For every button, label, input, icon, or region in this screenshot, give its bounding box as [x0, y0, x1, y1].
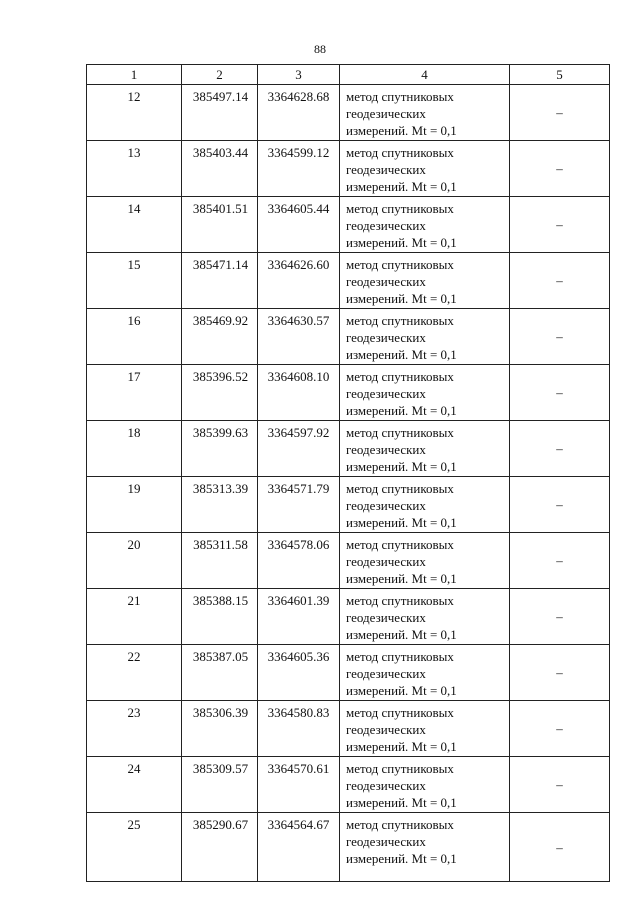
method-cell — [340, 477, 510, 533]
table-body — [87, 85, 610, 882]
x-coordinate-cell: 385306.39 — [182, 701, 258, 757]
table-row — [87, 813, 610, 882]
point-number-cell: 20 — [87, 533, 182, 589]
method-cell — [340, 589, 510, 645]
header-cell-1: 1 — [87, 65, 182, 85]
x-coordinate-cell: 385290.67 — [182, 813, 258, 882]
header-cell-5: 5 — [510, 65, 610, 85]
method-cell — [340, 309, 510, 365]
note-cell: – — [510, 141, 610, 197]
method-line: измерений. Mt = 0,1 — [346, 291, 457, 306]
method-cell — [340, 85, 510, 141]
method-line: метод спутниковых — [346, 537, 454, 552]
table-row — [87, 421, 610, 477]
point-number-cell: 24 — [87, 757, 182, 813]
x-coordinate-cell: 385401.51 — [182, 197, 258, 253]
point-number-cell: 16 — [87, 309, 182, 365]
y-coordinate-cell: 3364580.83 — [258, 701, 340, 757]
note-cell: – — [510, 85, 610, 141]
method-line: метод спутниковых — [346, 145, 454, 160]
table-row — [87, 477, 610, 533]
y-coordinate-cell: 3364578.06 — [258, 533, 340, 589]
header-cell-3: 3 — [258, 65, 340, 85]
method-line: метод спутниковых — [346, 89, 454, 104]
y-coordinate-cell: 3364564.67 — [258, 813, 340, 882]
method-cell — [340, 197, 510, 253]
table-row — [87, 757, 610, 813]
method-line: геодезических — [346, 162, 426, 177]
method-line: измерений. Mt = 0,1 — [346, 123, 457, 138]
x-coordinate-cell: 385388.15 — [182, 589, 258, 645]
coordinates-table — [86, 64, 610, 882]
header-row — [87, 65, 610, 85]
method-line: геодезических — [346, 498, 426, 513]
method-cell — [340, 253, 510, 309]
note-cell: – — [510, 253, 610, 309]
note-cell: – — [510, 421, 610, 477]
y-coordinate-cell: 3364630.57 — [258, 309, 340, 365]
method-cell — [340, 365, 510, 421]
method-line: метод спутниковых — [346, 817, 454, 832]
method-cell — [340, 701, 510, 757]
method-line: геодезических — [346, 442, 426, 457]
point-number-cell: 15 — [87, 253, 182, 309]
x-coordinate-cell: 385497.14 — [182, 85, 258, 141]
x-coordinate-cell: 385396.52 — [182, 365, 258, 421]
table-row — [87, 589, 610, 645]
note-cell: – — [510, 589, 610, 645]
note-cell: – — [510, 309, 610, 365]
y-coordinate-cell: 3364599.12 — [258, 141, 340, 197]
method-line: измерений. Mt = 0,1 — [346, 515, 457, 530]
method-line: измерений. Mt = 0,1 — [346, 571, 457, 586]
table-row — [87, 253, 610, 309]
method-line: метод спутниковых — [346, 425, 454, 440]
method-line: геодезических — [346, 106, 426, 121]
method-line: геодезических — [346, 554, 426, 569]
point-number-cell: 23 — [87, 701, 182, 757]
note-cell: – — [510, 645, 610, 701]
method-line: измерений. Mt = 0,1 — [346, 347, 457, 362]
x-coordinate-cell: 385311.58 — [182, 533, 258, 589]
point-number-cell: 18 — [87, 421, 182, 477]
point-number-cell: 13 — [87, 141, 182, 197]
method-cell — [340, 813, 510, 882]
method-cell — [340, 421, 510, 477]
point-number-cell: 17 — [87, 365, 182, 421]
method-line: геодезических — [346, 386, 426, 401]
y-coordinate-cell: 3364608.10 — [258, 365, 340, 421]
y-coordinate-cell: 3364605.44 — [258, 197, 340, 253]
table-row — [87, 533, 610, 589]
method-line: измерений. Mt = 0,1 — [346, 795, 457, 810]
method-line: измерений. Mt = 0,1 — [346, 235, 457, 250]
method-line: геодезических — [346, 274, 426, 289]
y-coordinate-cell: 3364601.39 — [258, 589, 340, 645]
method-line: метод спутниковых — [346, 369, 454, 384]
method-line: метод спутниковых — [346, 649, 454, 664]
method-line: метод спутниковых — [346, 313, 454, 328]
x-coordinate-cell: 385387.05 — [182, 645, 258, 701]
x-coordinate-cell: 385471.14 — [182, 253, 258, 309]
point-number-cell: 12 — [87, 85, 182, 141]
note-cell: – — [510, 365, 610, 421]
method-line: метод спутниковых — [346, 481, 454, 496]
note-cell: – — [510, 533, 610, 589]
note-cell: – — [510, 701, 610, 757]
header-cell-2: 2 — [182, 65, 258, 85]
method-cell — [340, 533, 510, 589]
table-row — [87, 365, 610, 421]
method-line: измерений. Mt = 0,1 — [346, 851, 457, 866]
y-coordinate-cell: 3364570.61 — [258, 757, 340, 813]
table-row — [87, 645, 610, 701]
method-line: измерений. Mt = 0,1 — [346, 683, 457, 698]
method-line: геодезических — [346, 218, 426, 233]
point-number-cell: 21 — [87, 589, 182, 645]
header-cell-4: 4 — [340, 65, 510, 85]
note-cell: – — [510, 813, 610, 882]
table-row — [87, 197, 610, 253]
method-line: метод спутниковых — [346, 705, 454, 720]
x-coordinate-cell: 385399.63 — [182, 421, 258, 477]
x-coordinate-cell: 385313.39 — [182, 477, 258, 533]
method-line: метод спутниковых — [346, 257, 454, 272]
table-row — [87, 141, 610, 197]
point-number-cell: 25 — [87, 813, 182, 882]
method-cell — [340, 757, 510, 813]
method-line: метод спутниковых — [346, 593, 454, 608]
method-line: геодезических — [346, 722, 426, 737]
method-line: геодезических — [346, 666, 426, 681]
method-cell — [340, 645, 510, 701]
table-row — [87, 309, 610, 365]
note-cell: – — [510, 477, 610, 533]
table-row — [87, 701, 610, 757]
table-row — [87, 85, 610, 141]
method-line: измерений. Mt = 0,1 — [346, 179, 457, 194]
y-coordinate-cell: 3364605.36 — [258, 645, 340, 701]
x-coordinate-cell: 385469.92 — [182, 309, 258, 365]
point-number-cell: 14 — [87, 197, 182, 253]
method-cell — [340, 141, 510, 197]
method-line: измерений. Mt = 0,1 — [346, 739, 457, 754]
method-line: измерений. Mt = 0,1 — [346, 403, 457, 418]
method-line: геодезических — [346, 778, 426, 793]
method-line: измерений. Mt = 0,1 — [346, 459, 457, 474]
y-coordinate-cell: 3364571.79 — [258, 477, 340, 533]
y-coordinate-cell: 3364597.92 — [258, 421, 340, 477]
y-coordinate-cell: 3364628.68 — [258, 85, 340, 141]
x-coordinate-cell: 385309.57 — [182, 757, 258, 813]
method-line: геодезических — [346, 834, 426, 849]
method-line: измерений. Mt = 0,1 — [346, 627, 457, 642]
y-coordinate-cell: 3364626.60 — [258, 253, 340, 309]
note-cell: – — [510, 197, 610, 253]
page-number: 88 — [314, 42, 326, 56]
note-cell: – — [510, 757, 610, 813]
point-number-cell: 19 — [87, 477, 182, 533]
method-line: метод спутниковых — [346, 201, 454, 216]
x-coordinate-cell: 385403.44 — [182, 141, 258, 197]
method-line: геодезических — [346, 330, 426, 345]
method-line: геодезических — [346, 610, 426, 625]
method-line: метод спутниковых — [346, 761, 454, 776]
point-number-cell: 22 — [87, 645, 182, 701]
